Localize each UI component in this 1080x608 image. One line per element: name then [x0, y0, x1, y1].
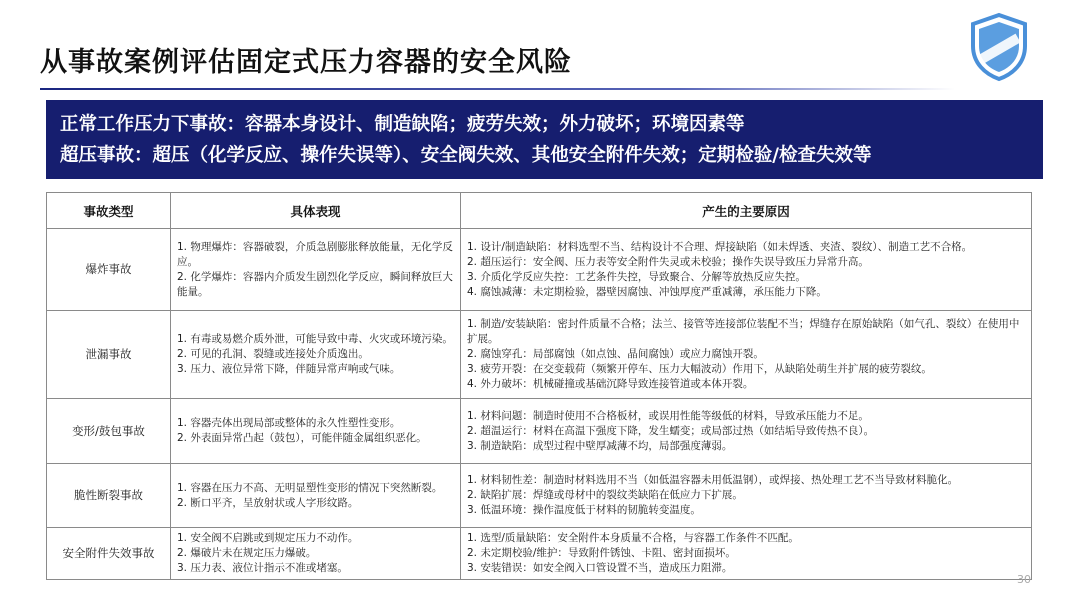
accident-type-cell: 变形/鼓包事故 — [47, 399, 171, 464]
cause-cell — [461, 399, 1032, 464]
manifestation-cell — [171, 399, 461, 464]
cause-item: 3. 介质化学反应失控：工艺条件失控，导致聚合、分解等放热反应失控。 — [467, 270, 806, 283]
cause-item: 1. 材料问题：制造时使用不合格板材，或误用性能等级低的材料，导致承压能力不足。 — [467, 409, 869, 422]
page-number: 30 — [1017, 573, 1031, 586]
cause-item: 3. 疲劳开裂：在交变载荷（频繁开停车、压力大幅波动）作用下，从缺陷处萌生并扩展的疲劳裂纹。 — [467, 363, 932, 375]
cause-item: 4. 外力破坏：机械碰撞或基础沉降导致连接管道或本体开裂。 — [467, 378, 754, 390]
manifestation-item: 1. 安全阀不启跳或到规定压力不动作。 — [177, 532, 359, 544]
title-underline — [40, 88, 955, 90]
cause-item: 1. 制造/安装缺陷：密封件质量不合格；法兰、接管等连接部位装配不当；焊缝存在原始缺陷（如气孔、裂纹）在使用中扩展。 — [467, 318, 1020, 345]
table-row — [47, 399, 1032, 464]
accident-type-cell: 泄漏事故 — [47, 311, 171, 399]
cause-item: 3. 低温环境：操作温度低于材料的韧脆转变温度。 — [467, 504, 701, 516]
cause-item: 2. 未定期校验/维护：导致附件锈蚀、卡阻、密封面损坏。 — [467, 547, 736, 559]
summary-line-overpressure: 超压事故：超压（化学反应、操作失误等）、安全阀失效、其他安全附件失效；定期检验/检查失效等 — [60, 145, 872, 166]
manifestation-item: 2. 化学爆炸：容器内介质发生剧烈化学反应，瞬间释放巨大能量。 — [177, 270, 453, 298]
header-main-causes: 产生的主要原因 — [461, 193, 1032, 229]
accident-table — [46, 192, 1032, 580]
cause-cell — [461, 464, 1032, 528]
cause-item: 1. 材料韧性差：制造时材料选用不当（如低温容器未用低温钢），或焊接、热处理工艺不当导致材料脆化。 — [467, 474, 959, 486]
cause-item: 2. 超温运行：材料在高温下强度下降，发生蠕变；或局部过热（如结垢导致传热不良）。 — [467, 424, 875, 437]
cause-item: 4. 腐蚀减薄：未定期检验，器壁因腐蚀、冲蚀厚度严重减薄，承压能力下降。 — [467, 285, 827, 298]
manifestation-cell — [171, 528, 461, 580]
cause-cell — [461, 229, 1032, 311]
manifestation-cell — [171, 464, 461, 528]
cause-item: 3. 制造缺陷：成型过程中壁厚减薄不均，局部强度薄弱。 — [467, 439, 733, 452]
cause-item: 3. 安装错误：如安全阀入口管设置不当，造成压力阻滞。 — [467, 562, 733, 574]
table-row — [47, 229, 1032, 311]
manifestation-item: 1. 容器壳体出现局部或整体的永久性塑性变形。 — [177, 417, 401, 429]
manifestation-item: 1. 容器在压力不高、无明显塑性变形的情况下突然断裂。 — [177, 481, 443, 494]
manifestation-item: 3. 压力表、液位计指示不准或堵塞。 — [177, 562, 348, 574]
cause-cell — [461, 528, 1032, 580]
table-row — [47, 528, 1032, 580]
summary-banner — [46, 100, 1043, 179]
manifestation-item: 1. 有毒或易燃介质外泄，可能导致中毒、火灾或环境污染。 — [177, 333, 453, 345]
manifestation-item: 2. 断口平齐，呈放射状或人字形纹路。 — [177, 496, 359, 509]
table-row — [47, 464, 1032, 528]
cause-item: 1. 选型/质量缺陷：安全附件本身质量不合格，与容器工作条件不匹配。 — [467, 532, 799, 544]
manifestation-item: 2. 爆破片未在规定压力爆破。 — [177, 547, 317, 559]
manifestation-cell — [171, 229, 461, 311]
summary-line-normal-pressure: 正常工作压力下事故：容器本身设计、制造缺陷；疲劳失效；外力破坏；环境因素等 — [60, 114, 745, 135]
cause-item: 2. 缺陷扩展：焊缝或母材中的裂纹类缺陷在低应力下扩展。 — [467, 489, 743, 501]
manifestation-cell — [171, 311, 461, 399]
shield-logo-icon — [968, 12, 1030, 82]
cause-item: 2. 腐蚀穿孔：局部腐蚀（如点蚀、晶间腐蚀）或应力腐蚀开裂。 — [467, 348, 764, 360]
table-row — [47, 311, 1032, 399]
accident-type-cell: 安全附件失效事故 — [47, 528, 171, 580]
table-header-row — [47, 193, 1032, 229]
cause-item: 1. 设计/制造缺陷：材料选型不当、结构设计不合理、焊接缺陷（如未焊透、夹渣、裂纹）、制造工艺不合格。 — [467, 240, 973, 253]
manifestation-item: 2. 可见的孔洞、裂缝或连接处介质逸出。 — [177, 348, 369, 360]
manifestation-item: 2. 外表面异常凸起（鼓包），可能伴随金属组织恶化。 — [177, 432, 427, 444]
accident-type-cell: 脆性断裂事故 — [47, 464, 171, 528]
header-accident-type: 事故类型 — [47, 193, 171, 229]
manifestation-item: 3. 压力、液位异常下降，伴随异常声响或气味。 — [177, 363, 401, 375]
cause-item: 2. 超压运行：安全阀、压力表等安全附件失灵或未校验；操作失误导致压力异常升高。 — [467, 255, 869, 268]
manifestation-item: 1. 物理爆炸：容器破裂，介质急剧膨胀释放能量，无化学反应。 — [177, 240, 453, 268]
page-title: 从事故案例评估固定式压力容器的安全风险 — [40, 47, 572, 78]
accident-type-cell: 爆炸事故 — [47, 229, 171, 311]
header-manifestation: 具体表现 — [171, 193, 461, 229]
cause-cell — [461, 311, 1032, 399]
